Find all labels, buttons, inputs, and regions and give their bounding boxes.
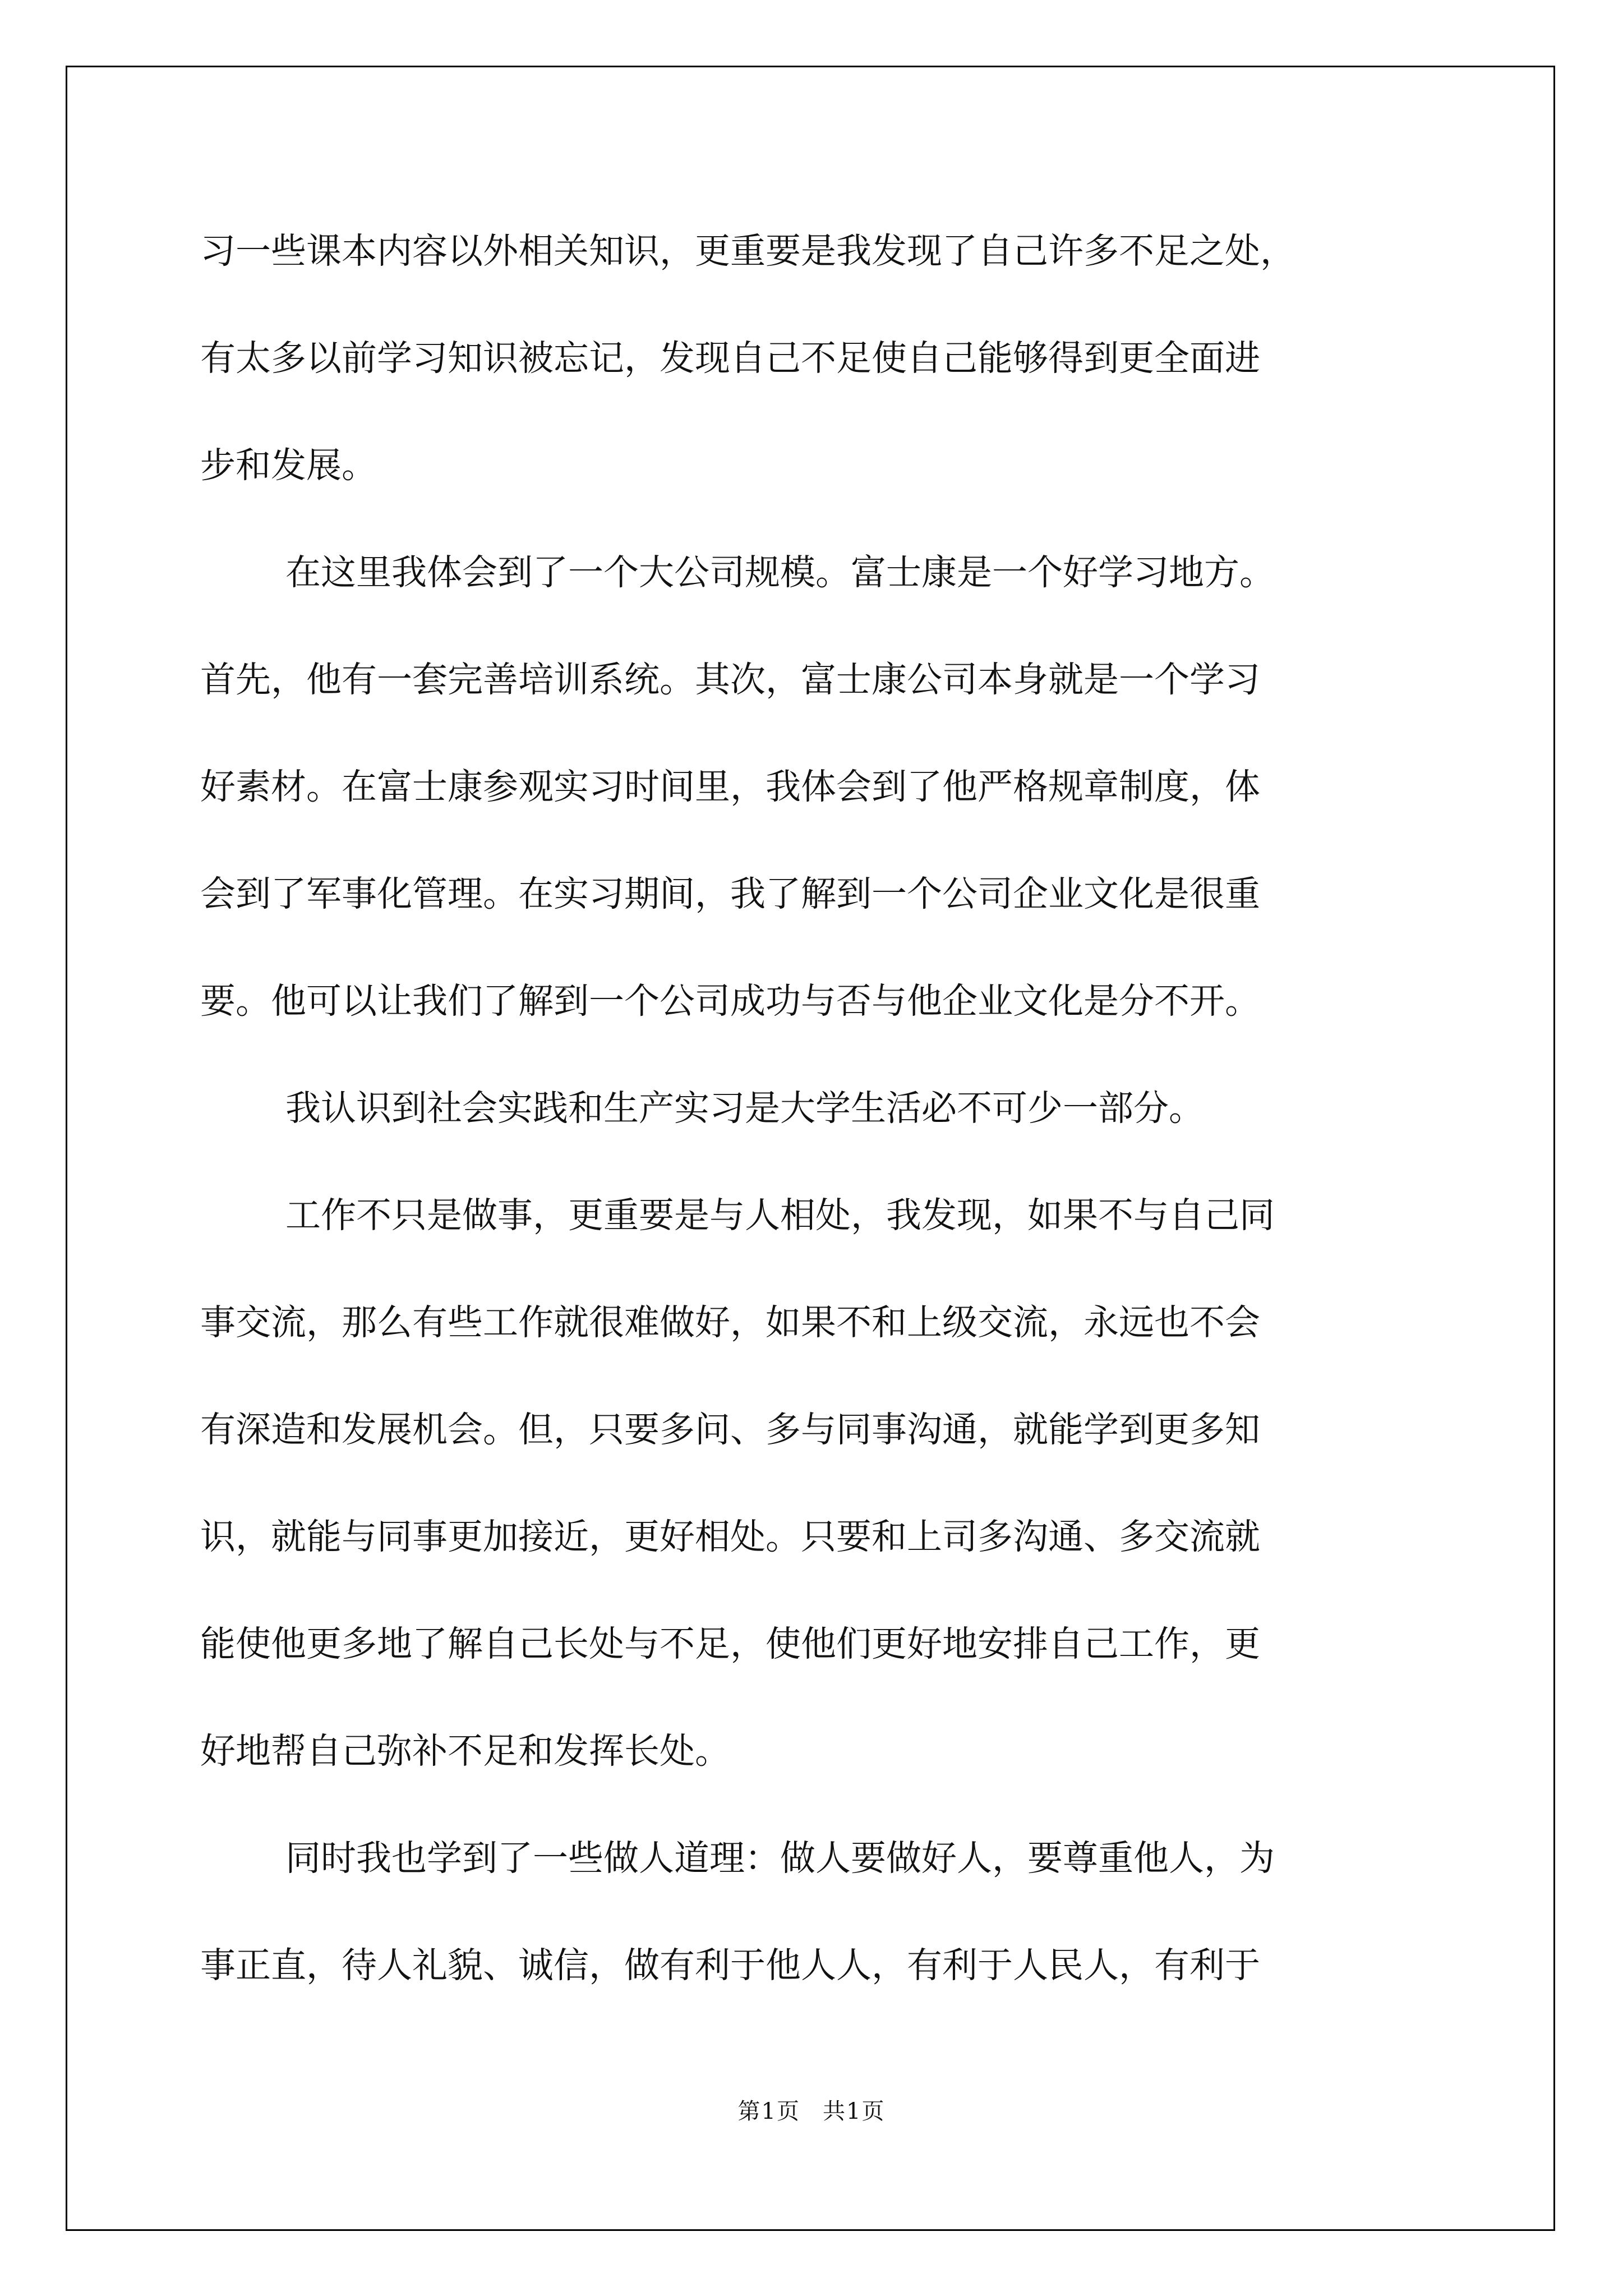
paragraph-first-line: 在这里我体会到了一个大公司规模。富士康是一个好学习地方。 <box>285 552 1275 593</box>
text-line: 会到了军事化管理。在实习期间，我了解到一个公司企业文化是很重 <box>200 873 1260 914</box>
text-line: 事正直，待人礼貌、诚信，做有利于他人人，有利于人民人，有利于 <box>200 1945 1260 1986</box>
page-number: 第1页 <box>737 2099 800 2124</box>
text-line: 要。他可以让我们了解到一个公司成功与否与他企业文化是分不开。 <box>200 981 1260 1022</box>
text-line: 习一些课本内容以外相关知识，更重要是我发现了自己许多不足之处， <box>200 231 1295 272</box>
page-total: 共1页 <box>823 2099 886 2124</box>
page-footer <box>0 2093 1623 2125</box>
text-line: 有深造和发展机会。但，只要多问、多与同事沟通，就能学到更多知 <box>200 1409 1260 1450</box>
text-line: 有太多以前学习知识被忘记，发现自己不足使自己能够得到更全面进 <box>200 338 1260 379</box>
text-line: 好素材。在富士康参观实习时间里，我体会到了他严格规章制度，体 <box>200 766 1260 807</box>
paragraph-first-line: 同时我也学到了一些做人道理：做人要做好人，要尊重他人，为 <box>285 1838 1275 1879</box>
text-line: 事交流，那么有些工作就很难做好，如果不和上级交流，永远也不会 <box>200 1302 1260 1343</box>
text-line: 首先，他有一套完善培训系统。其次，富士康公司本身就是一个学习 <box>200 659 1260 700</box>
text-line: 好地帮自己弥补不足和发挥长处。 <box>200 1731 730 1772</box>
text-line: 能使他更多地了解自己长处与不足，使他们更好地安排自己工作，更 <box>200 1623 1260 1664</box>
paragraph-first-line: 我认识到社会实践和生产实习是大学生活必不可少一部分。 <box>285 1088 1204 1129</box>
text-line: 识，就能与同事更加接近，更好相处。只要和上司多沟通、多交流就 <box>200 1516 1260 1557</box>
text-line: 步和发展。 <box>200 445 377 486</box>
paragraph-first-line: 工作不只是做事，更重要是与人相处，我发现，如果不与自己同 <box>285 1195 1275 1236</box>
document-body <box>200 197 1434 2019</box>
